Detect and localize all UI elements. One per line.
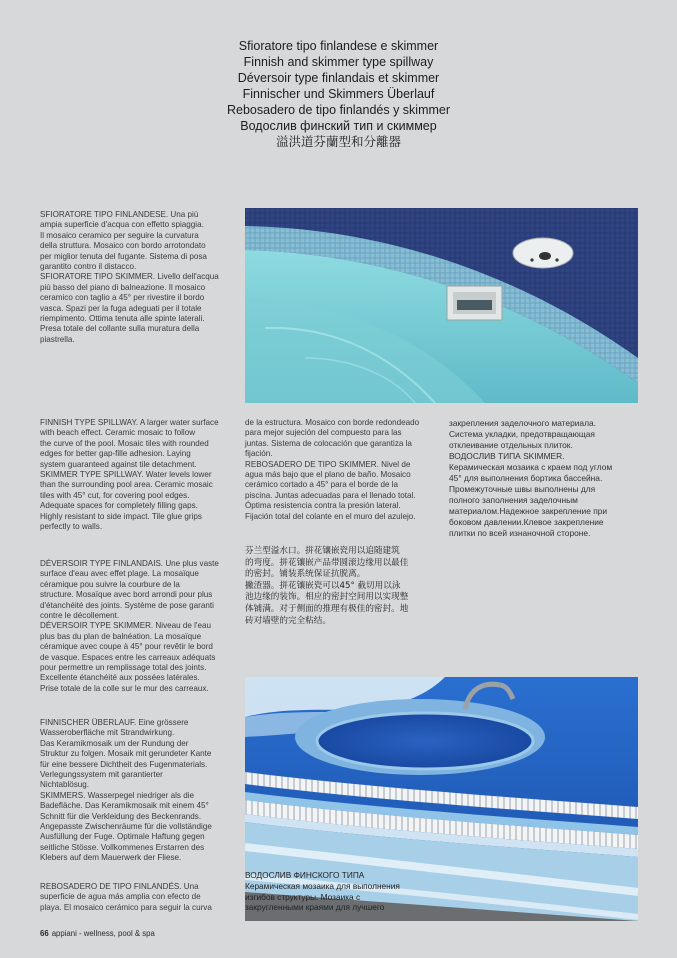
paragraph-french: DÉVERSOIR TYPE FINLANDAIS. Une plus vaste surface d'eau avec effet plage. La mosaïque céramique pou suivre la courbure de la structure. Mosaïque avec bord arrondi pour plus d'étanchéité des joints. Système de pose garanti contre le décollement. DÉVERSOIR TYPE SKIMMER. Niveau de l'eau plus bas du plan de balnéation. La mosaïque céramique avec coupe à 45° pour revêtir le bord de vasque. Espaces entre les carreaux adéquats pour permettre un remplissage total des joints. Excellente étanchéité aux possées latérales. Prise totale de la colle sur le mur des carreaux. — [40, 559, 219, 693]
paragraph-spanish-start: REBOSADERO DE TIPO FINLANDÉS. Una superficie de agua más amplia con efecto de playa. El mosaico cerámico para seguir la curva — [40, 882, 212, 912]
page-footer — [40, 929, 155, 938]
text-english — [40, 418, 240, 532]
paragraph-russian-start: ВОДОСЛИВ ФИНСКОГО ТИПА Керамическая мозаика для выполнения изгибов структуры. Мозаика с закругленными краями для лучшего — [245, 870, 400, 913]
text-spanish-cont — [245, 418, 445, 522]
text-spanish-start — [40, 882, 240, 913]
title-block — [0, 38, 677, 150]
skimmer-pool-illustration — [245, 208, 638, 403]
paragraph-spanish-cont: de la estructura. Mosaico con borde redondeado para mejor sujeción del compuesto para las juntas. Sistema de colocación que garantiza la fijación. REBOSADERO DE TIPO SKIMMER. Nivel de agua más bajo que el plano de baño. Mosaico cerámico cortado a 45° para el borde de la piscina. Juntas adecuadas para el llenado total. Óptima resistencia contra la presión lateral. Fijación total del colante en el muro del azulejo. — [245, 418, 420, 521]
title-ru: Водослив финский тип и скиммер — [240, 119, 437, 133]
page-number: 66 — [40, 929, 49, 938]
title-en: Finnish and skimmer type spillway — [243, 55, 434, 69]
title-it: Sfioratore tipo finlandese e skimmer — [238, 39, 439, 53]
text-russian-start — [245, 870, 435, 913]
text-french — [40, 559, 240, 694]
text-italian — [40, 210, 240, 345]
paragraph-german: FINNISCHER ÜBERLAUF. Eine grössere Wasseroberfläche mit Strandwirkung. Das Keramikmosaik um der Rundung der Struktur zu folgen. Mosaik mit gerundeter Kante für eine bessere Dichtheit des Fugenmaterials. Verlegungssystem mit garantierter Nichtablösug. SKIMMERS. Wasserpegel niedriger als die Badefläche. Das Keramikmosaik mit einem 45° Schnitt für die Verkleidung des Beckenrands. Angepasste Zwischenräume für die vollständige Ausfüllung der Fuge. Optimale Haftung gegen seitliche Stösse. Vollkommenes Erstarren des Klebers auf dem Mauerwerk der Fliese. — [40, 718, 212, 863]
title-fr: Déversoir type finlandais et skimmer — [237, 71, 440, 85]
paragraph-english: FINNISH TYPE SPILLWAY. A larger water surface with beach effect. Ceramic mosaic to follow the curve of the pool. Mosaic tiles with rounded edges for better gap-fille adhesion. Laying system guaranteed against tile detachment. SKIMMER TYPE SPILLWAY. Water levels lower than the surrounding pool area. Ceramic mosaic tiles with 45° cut, for covering pool edges. Adequate spaces for completely filling gaps. Highly resistant to side impact. Tile glue grips perfectly to walls. — [40, 418, 219, 532]
text-german — [40, 718, 240, 864]
paragraph-chinese: 芬兰型溢水口。拼花镶嵌瓷用以追随建筑 的弯度。拼花镶嵌产品带圆滚边缘用以最佳 的密封。铺装系统保证抗脱离。 撇渣器。拼花镶嵌瓷可以45° 截切用以泳 池边缘的装饰。相应的密封空间用以实现整 体铺满。对于侧面的推理有极佳的密封。地 砖对墙壁的完全粘结。 — [245, 546, 409, 626]
paragraph-russian-cont: закрепления заделочного материала. Система укладки, предотвращающая отклеивание отдельных плиток. ВОДОСЛИВ ТИПА SKIMMER. Керамическая мозаика с краем под углом 45° для выполнения бортика бассейна. Промежуточные швы выполнены для полного заполнения заделочным материалом.Надежное закрепление при боковом давлении.Клевое закрепление плитки по всей изнаночной стороне. — [449, 418, 613, 538]
title-zh: 溢洪道芬蘭型和分離器 — [275, 135, 401, 149]
paragraph-italian: SFIORATORE TIPO FINLANDESE. Una più ampia superficie d'acqua con effetto spiaggia. Il mosaico ceramico per seguire la curvatura della struttura. Mosaico con bordo arrotondato per miglior tenuta del fugante. Sistema di posa garantito contro il distacco. SFIORATORE TIPO SKIMMER. Livello dell'acqua più basso del piano di balneazione. Il mosaico ceramico con taglio a 45° per rivestire il bordo vasca. Spazi per la fuga adeguati per il totale riempimento. Ottima tenuta alle spinte laterali. Presa totale del collante sulla muratura della piastrella. — [40, 210, 219, 344]
text-chinese — [245, 546, 445, 627]
text-russian-cont — [449, 418, 644, 539]
title-es: Rebosadero de tipo finlandés y skimmer — [226, 103, 451, 117]
photo-skimmer-pool — [245, 208, 638, 403]
title-de: Finnischer und Skimmers Überlauf — [242, 87, 435, 101]
footer-text: appiani - wellness, pool & spa — [51, 929, 155, 938]
